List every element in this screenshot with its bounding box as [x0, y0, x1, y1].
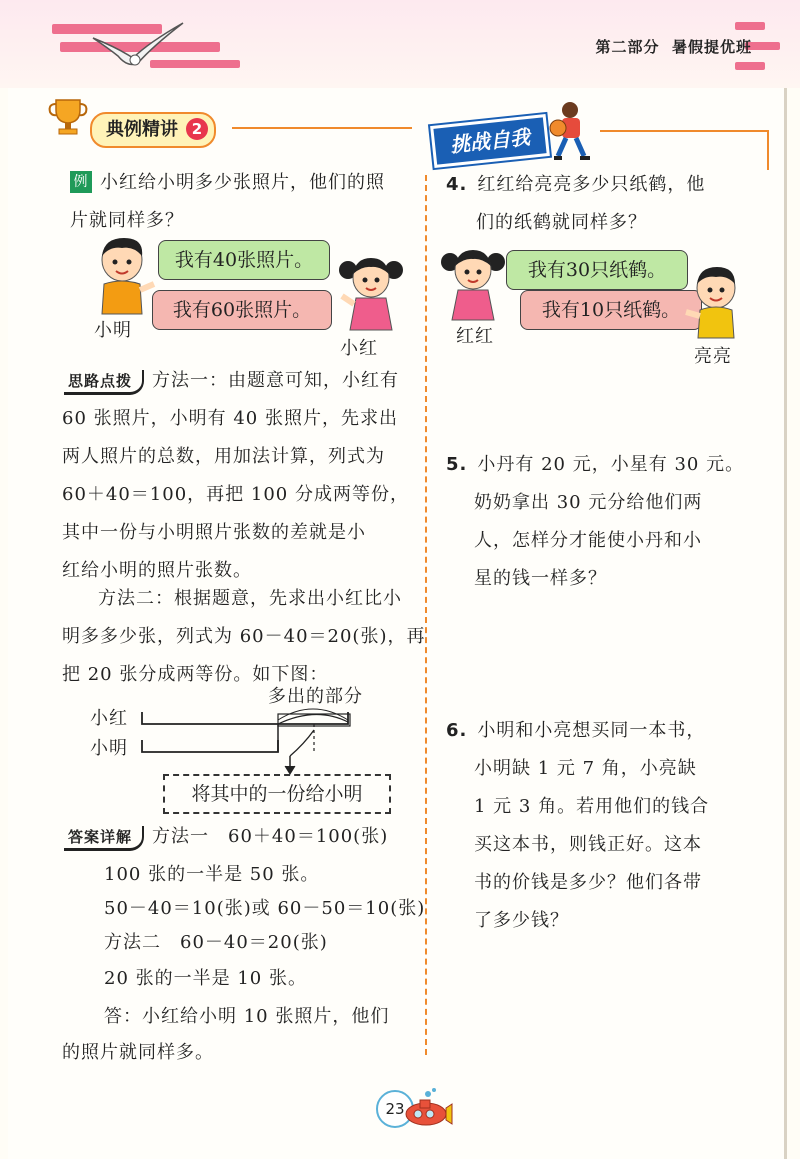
- answer-line-7: 的照片就同样多。: [62, 1042, 214, 1063]
- q6-line3: 1 元 3 角。若用他们的钱合: [474, 796, 710, 817]
- hint-line-3: 两人照片的总数，用加法计算，列式为: [62, 446, 385, 467]
- answer-tag: 答案详解: [64, 826, 144, 851]
- trophy-icon: [46, 96, 90, 136]
- diagram-more-label: 多出的部分: [268, 686, 363, 707]
- q4-line1: [446, 166, 705, 204]
- girl-xiaohong-illustration: [338, 252, 404, 338]
- q6-line2: 小明缺 1 元 7 角，小亮缺: [474, 758, 697, 779]
- answer-line-2: 100 张的一半是 50 张。: [104, 864, 320, 885]
- hint-line-1: [64, 362, 399, 400]
- q6-line4: 买这本书，则钱正好。这本: [474, 834, 702, 855]
- hint-text: 方法一：由题意可知，小红有: [152, 370, 400, 391]
- challenge-banner: 挑战自我: [430, 114, 550, 168]
- line-segment-diagram: [136, 700, 366, 780]
- q6-number: 6.: [446, 720, 468, 741]
- q5-number: 5.: [446, 454, 468, 475]
- section-underline: [232, 127, 412, 129]
- hint-line-6: 红给小明的照片张数。: [62, 560, 252, 581]
- q4-line2: 们的纸鹤就同样多？: [476, 212, 647, 233]
- section-number: 2: [186, 118, 208, 140]
- boy-liangliang-illustration: [684, 264, 744, 340]
- section-title-text: 典例精讲: [106, 119, 178, 140]
- q5-line4: 星的钱一样多？: [474, 568, 607, 589]
- q5-text: 小丹有 20 元，小星有 30 元。: [477, 454, 745, 475]
- boy-xiaoming-illustration: [92, 234, 156, 318]
- example-question-line1: [70, 164, 385, 202]
- diagram-row-xiaohong: 小红: [90, 708, 128, 729]
- hint-line-2: 60 张照片，小明有 40 张照片，先求出: [62, 408, 398, 429]
- answer-line-3: 50－40＝10(张)或 60－50＝10(张): [104, 898, 426, 919]
- bubble-honghong: 我有30只纸鹤。: [506, 250, 688, 290]
- challenge-line-tail: [767, 130, 769, 170]
- example-question-text: 小红给小明多少张照片，他们的照: [100, 172, 385, 193]
- submarine-icon: [402, 1088, 454, 1128]
- answer-text: 方法一 60＋40＝100(张): [152, 826, 389, 847]
- label-xiaoming: 小明: [94, 320, 132, 341]
- q6-line1: [446, 712, 705, 750]
- page-number: 23: [376, 1090, 414, 1128]
- q5-line2: 奶奶拿出 30 元分给他们两: [474, 492, 703, 513]
- girl-honghong-illustration: [440, 244, 506, 324]
- challenge-line: [600, 130, 768, 132]
- hint-line-7: 方法二：根据题意，先求出小红比小: [98, 588, 402, 609]
- answer-line-6: 答：小红给小明 10 张照片，他们: [104, 1006, 390, 1027]
- decor-dash: [735, 22, 765, 30]
- hint-tag: 思路点拨: [64, 370, 144, 395]
- answer-line-5: 20 张的一半是 10 张。: [104, 968, 307, 989]
- label-liangliang: 亮亮: [694, 346, 732, 367]
- diagram-row-xiaoming: 小明: [90, 738, 128, 759]
- example-question-line2: 片就同样多？: [70, 210, 184, 231]
- header-part: 第二部分: [595, 38, 660, 56]
- bubble-xiaoming: 我有40张照片。: [158, 240, 330, 280]
- hint-line-5: 其中一份与小明照片张数的差就是小: [62, 522, 366, 543]
- diagram-note-box: 将其中的一份给小明: [163, 774, 391, 814]
- section-title: [90, 112, 216, 148]
- basketball-player-icon: [540, 100, 594, 162]
- hint-line-9: 把 20 张分成两等份。如下图：: [62, 664, 329, 685]
- q4-text: 红红给亮亮多少只纸鹤，他: [477, 174, 706, 195]
- example-badge: 例: [70, 171, 92, 193]
- q6-line5: 书的价钱是多少？他们各带: [474, 872, 702, 893]
- decor-dash: [735, 62, 765, 70]
- q5-line1: [446, 446, 744, 484]
- label-xiaohong: 小红: [340, 338, 378, 359]
- label-honghong: 红红: [456, 326, 494, 347]
- hint-line-8: 明多多少张，列式为 60－40＝20(张)，再: [62, 626, 426, 647]
- hint-line-4: 60＋40＝100，再把 100 分成两等份，: [62, 484, 409, 505]
- answer-line-4: 方法二 60－40＝20(张): [104, 932, 328, 953]
- bubble-liangliang: 我有10只纸鹤。: [520, 290, 702, 330]
- q4-number: 4.: [446, 174, 468, 195]
- q6-line6: 了多少钱？: [474, 910, 569, 931]
- header-book: 暑假提优班: [671, 38, 752, 56]
- column-divider: [425, 175, 427, 1055]
- seagull-icon: [88, 18, 188, 78]
- answer-line-1: [64, 818, 388, 856]
- q5-line3: 人，怎样分才能使小丹和小: [474, 530, 702, 551]
- header-title: [596, 36, 752, 57]
- q6-text: 小明和小亮想买同一本书，: [477, 720, 706, 741]
- bubble-xiaohong: 我有60张照片。: [152, 290, 332, 330]
